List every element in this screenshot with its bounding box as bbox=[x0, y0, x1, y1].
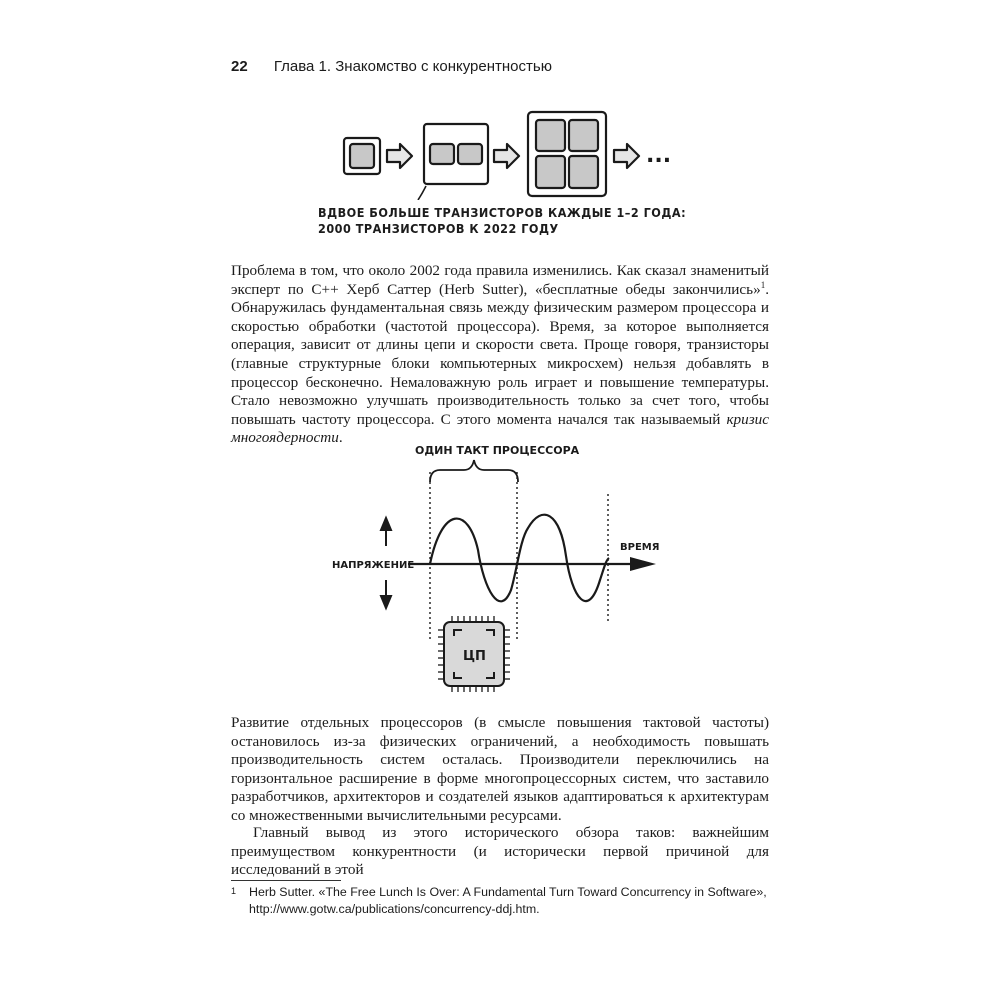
cpu-label: ЦП bbox=[463, 649, 486, 664]
clock-cycle-label: ОДИН ТАКТ ПРОЦЕССОРА bbox=[415, 444, 580, 457]
pointer-line bbox=[418, 186, 426, 200]
time-arrowhead bbox=[630, 557, 656, 571]
paragraph-2-text: Развитие отдельных процессоров (в смысле повышения тактовой частоты) остановилось из-за физических ограничений, а необходимость повышать производительность систем осталась. Производители переключились на горизонтальное расширение в форме многопроцессорных систем, что заставило разработчиков, архитекторов и создателей языков адаптироваться к архитектурам со множественными вычислительными ресурсами. bbox=[231, 714, 769, 824]
paragraph-1-text-b: . Обнаружилась фундаментальная связь между физическим размером процессора и скоростью обработки (частотой процессора). Время, за которое выполняется операция, зависит от длины цепи и скорости света. Проще говоря, транзисторы (главные структурные блоки компьютерных микросхем) нельзя добавлять в процессор бесконечно. Немаловажную роль играет и повышение температуры. Стало невозможно улучшать производительность только за счет того, чтобы повышать частоту процессора. С этого момента начался так называемый bbox=[231, 280, 769, 428]
ellipsis: ... bbox=[646, 143, 672, 168]
caption-line-1: ВДВОЕ БОЛЬШЕ ТРАНЗИСТОРОВ КАЖДЫЕ 1–2 ГОДА: bbox=[318, 205, 687, 220]
caption-line-2: 2000 ТРАНЗИСТОРОВ К 2022 ГОДУ bbox=[318, 221, 559, 236]
cycle-brace bbox=[430, 460, 518, 482]
paragraph-3 bbox=[231, 824, 769, 880]
paragraph-1 bbox=[231, 262, 769, 448]
figure1-caption bbox=[318, 205, 686, 237]
footnote bbox=[231, 884, 769, 918]
growth-arrow bbox=[614, 144, 639, 168]
voltage-up-arrow bbox=[381, 518, 391, 530]
emphasis-term: кризис многоядерности bbox=[231, 410, 769, 447]
growth-arrow bbox=[494, 144, 519, 168]
footnote-mark: 1 bbox=[231, 886, 237, 896]
footnote-ref: 1 bbox=[760, 279, 766, 290]
clock-cycle-figure bbox=[330, 440, 670, 700]
paragraph-1-end: . bbox=[338, 429, 343, 447]
voltage-down-arrow bbox=[381, 596, 391, 608]
paragraph-2 bbox=[231, 714, 769, 826]
voltage-wave bbox=[430, 515, 609, 602]
footnote-text: Herb Sutter. «The Free Lunch Is Over: A Fundamental Turn Toward Concurrency in Software», http://www.gotw.ca/publications/concurrency-ddj.htm. bbox=[249, 885, 767, 916]
footnote-divider bbox=[231, 880, 341, 881]
growth-arrow bbox=[387, 144, 412, 168]
paragraph-3-text: Главный вывод из этого исторического обзора таков: важнейшим преимуществом конкурентности (и исторически первой причиной для исследований в этой bbox=[231, 824, 769, 879]
running-header bbox=[231, 58, 552, 75]
voltage-label: НАПРЯЖЕНИЕ bbox=[332, 560, 415, 571]
page-number: 22 bbox=[231, 58, 248, 75]
chapter-title: Глава 1. Знакомство с конкурентностью bbox=[273, 58, 552, 75]
time-label: ВРЕМЯ bbox=[620, 542, 660, 553]
paragraph-1-text-a: Проблема в том, что около 2002 года правила изменились. Как сказал знаменитый эксперт по C++ Херб Саттер (Herb Sutter), «бесплатные обеды закончились» bbox=[231, 262, 769, 298]
transistor-growth-figure bbox=[330, 100, 690, 200]
